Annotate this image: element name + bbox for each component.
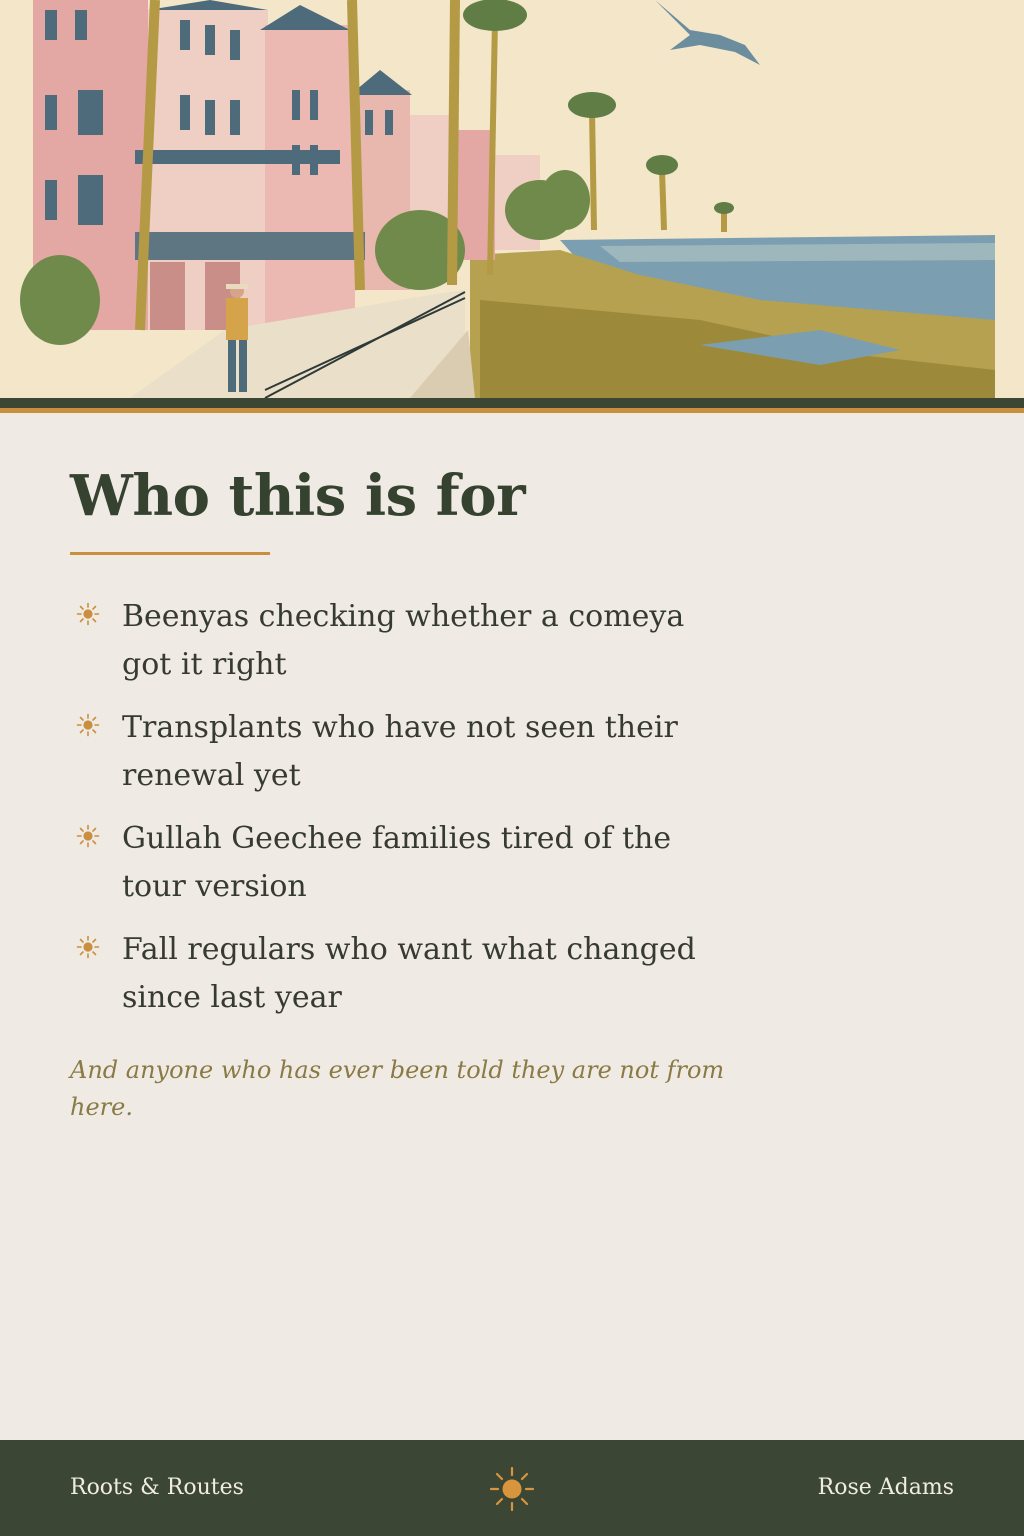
- list-item: [70, 704, 730, 800]
- sun-icon: [76, 935, 100, 959]
- list-item-label: Gullah Geechee families tired of the tour version: [122, 821, 672, 904]
- hero-divider-gold: [0, 408, 1024, 413]
- sun-icon: [76, 713, 100, 737]
- page-title: Who this is for: [70, 463, 526, 529]
- audience-section: [70, 460, 730, 1150]
- list-item-label: Beenyas checking whether a comeya got it right: [122, 599, 685, 682]
- footer-brand: Roots & Routes: [70, 1475, 244, 1500]
- list-item: [70, 593, 730, 689]
- audience-list: [70, 593, 730, 1022]
- sun-icon: [76, 602, 100, 626]
- closing-note: And anyone who has ever been told they are not from here.: [70, 1056, 725, 1121]
- list-item-label: Fall regulars who want what changed since last year: [122, 932, 696, 1015]
- list-item: [70, 926, 730, 1022]
- sun-icon: [489, 1466, 535, 1512]
- title-underline: [70, 552, 270, 555]
- sun-icon: [76, 824, 100, 848]
- hero-illustration: [0, 0, 1024, 398]
- hero-divider-dark: [0, 398, 1024, 408]
- list-item-label: Transplants who have not seen their renewal yet: [122, 710, 678, 793]
- footer: [0, 1440, 1024, 1536]
- list-item: [70, 815, 730, 911]
- footer-author: Rose Adams: [817, 1475, 954, 1500]
